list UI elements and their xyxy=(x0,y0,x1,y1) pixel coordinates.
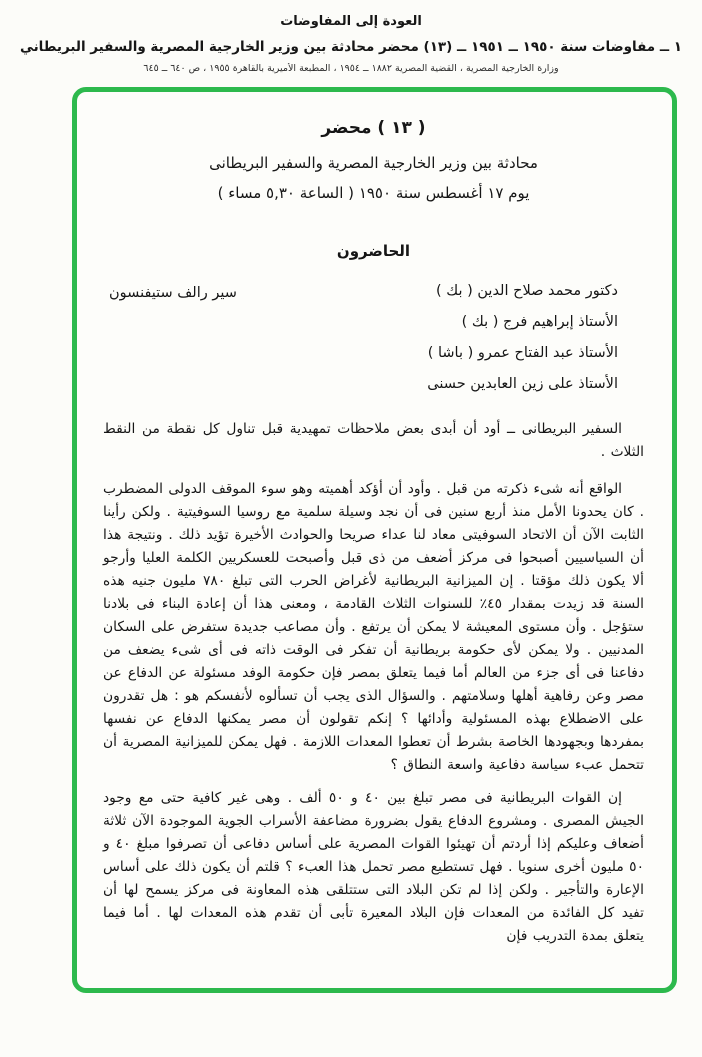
attendee-name: الأستاذ على زين العابدين حسنى xyxy=(427,376,618,392)
attendees-egyptian-column xyxy=(427,276,618,400)
source-footnote: وزارة الخارجية المصرية ، القضية المصرية ١٨٨٢ ــ ١٩٥٤ ، المطبعة الأميرية بالقاهرة ١٩٥٥ ، ص ٦٤٠ ــ ٦٤٥ xyxy=(143,63,559,74)
page-header xyxy=(6,14,696,74)
attendee-name: دكتور محمد صلاح الدين ( بك ) xyxy=(435,283,618,299)
paragraph-international-situation: الواقع أنه شىء ذكرته من قبل . وأود أن أؤكد أهميته وهو سوء الموقف الدولى المضطرب . كان يحدونا الأمل منذ أربع سنين فى أن نجد وسيلة سلمية مع روسيا السوفيتية . ولكن رأينا الثابت الآن أن الاتحاد السوفيتى معاد لنا عداء صريحا والحوادث الأخيرة تؤيد ذلك . ونتيجة هذا أن السياسيين أصبحوا فى مركز أضعف من ذى قبل وأصبحت للعسكريين الكلمة العليا وأرجو ألا يكون ذلك مؤقتا . إن الميزانية البريطانية لأغراض الحرب التى تبلغ ٧٨٠ مليون جنيه هذه السنة قد زيدت بمقدار ٤٥٪ للسنوات الثلاث القادمة ، ومعنى هذا أن إعادة البناء فى بلادنا ستؤجل . وأن مستوى المعيشة لا يمكن أن يرتفع . وأن مصاعب جديدة ستفرض على السكان المدنيين . ولا يمكن لأى حكومة بريطانية أن تفكر فى الوقت ذاته فى أى شىء يضعف من دفاعنا فى أى جزء من العالم أما فيما يتعلق بمصر فإن حكومة الوفد مسئولة عن الدفاع عن مصر وعن رفاهية أهلها وسلامتهم . والسؤال الذى يجب أن تسألوه لأنفسكم هو : هل تقدرون على الاضطلاع بهذه المسئولية وأدائها ؟ إنكم تقولون أن مصر يمكنها الدفاع عن نفسها بمفردها وبجهودها الخاصة بشرط أن تعطوا المعدات اللازمة . فهل يمكن للميزانية المصرية أن تتحمل عبء سياسة دفاعية واسعة النطاق ؟ xyxy=(103,481,645,773)
attendees-heading: الحاضرون xyxy=(336,242,411,260)
paragraph-british-forces: إن القوات البريطانية فى مصر تبلغ بين ٤٠ و ٥٠ ألف . وهى غير كافية حتى مع وجود الجيش المصرى . ومشروع الدفاع يقول بضرورة مضاعفة الأسراب الجوية الموجودة الآن ثلاثة أضعاف وعليكم إذا أردتم أن تهيئوا القوات المصرية على أساس دفاعى أن تصرفوا مبلغ ٤٠ و ٥٠ مليون أخرى سنويا . فهل تستطيع مصر تحمل هذا العبء ؟ قلتم أن يكون ذلك على أساس الإعارة والتأجير . ولكن إذا لم تكن البلاد التى ستتلقى هذه المعاونة فى مركز يسمح لها أن تفيد كل الفائدة من المعدات فإن البلاد المعيرة تأبى أن تقدم هذه المعدات لها . أما فيما يتعلق بمدة التدريب فإن xyxy=(103,790,644,944)
document-date: يوم ١٧ أغسطس سنة ١٩٥٠ ( الساعة ٥,٣٠ مساء ) xyxy=(217,184,530,202)
document-body xyxy=(101,418,646,948)
document-title: محادثة بين وزير الخارجية المصرية والسفير البريطانى xyxy=(209,154,538,172)
attendees-section xyxy=(101,276,646,400)
document-green-frame xyxy=(72,87,677,993)
document-number-heading: ( ١٣ ) محضر xyxy=(321,118,426,138)
attendee-name: الأستاذ عبد الفتاح عمرو ( باشا ) xyxy=(427,345,618,361)
attendees-british-column xyxy=(109,276,237,309)
paragraph-ambassador-opening: السفير البريطانى ــ أود أن أبدى بعض ملاحظات تمهيدية قبل تناول كل نقطة من النقط الثلاث . xyxy=(103,421,644,460)
attendee-name: الأستاذ إبراهيم فرج ( بك ) xyxy=(461,314,618,330)
page-title: العودة إلى المفاوضات xyxy=(280,14,422,29)
attendee-name-british: سير رالف ستيفنسون xyxy=(109,285,237,301)
section-citation-line: ١ ــ مفاوضات سنة ١٩٥٠ ــ ١٩٥١ ــ (١٣) محضر محادثة بين وزير الخارجية المصرية والسفير البريطاني xyxy=(19,39,683,55)
